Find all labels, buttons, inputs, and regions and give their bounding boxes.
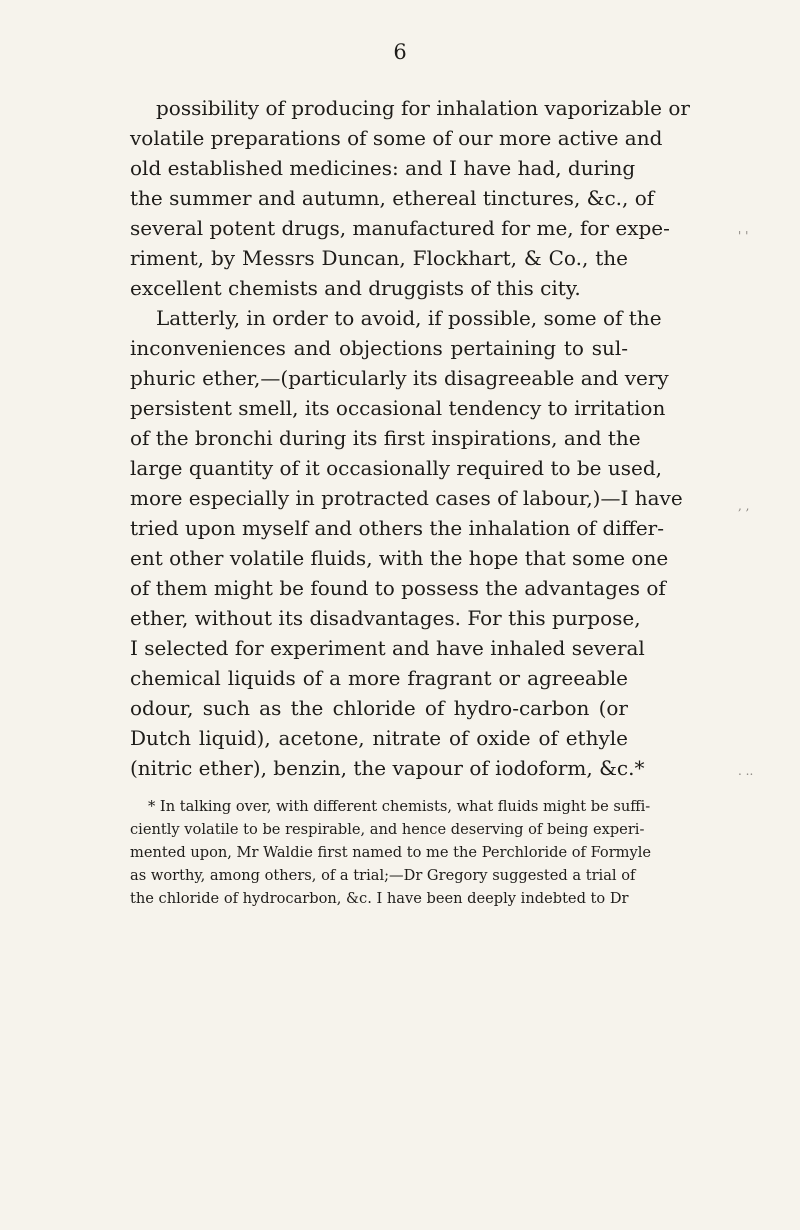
text-line: (nitric ether), benzin, the vapour of iodoform, &c.* bbox=[130, 756, 645, 780]
footnote-line: the chloride of hydrocarbon, &c. I have been deeply indebted to Dr bbox=[130, 890, 629, 907]
text-line: the summer and autumn, ethereal tinctures, &c., of bbox=[130, 186, 655, 210]
text-line: I selected for experiment and have inhaled several bbox=[130, 636, 645, 660]
text-line: excellent chemists and druggists of this city. bbox=[130, 276, 581, 300]
page-number: 6 bbox=[393, 40, 407, 64]
text-line: Latterly, in order to avoid, if possible, some of the bbox=[156, 306, 662, 330]
text-line: of them might be found to possess the advantages of bbox=[130, 576, 666, 600]
margin-speck-mark: ' ' bbox=[738, 229, 749, 243]
text-line: volatile preparations of some of our more active and bbox=[130, 126, 663, 150]
text-line: phuric ether,—(particularly its disagreeable and very bbox=[130, 366, 669, 390]
text-line: odour, such as the chloride of hydro-carbon (or bbox=[130, 696, 628, 720]
text-line: several potent drugs, manufactured for me, for expe- bbox=[130, 216, 670, 240]
footnote-line: mented upon, Mr Waldie first named to me the Perchloride of Formyle bbox=[130, 844, 652, 861]
text-line: Dutch liquid), acetone, nitrate of oxide of ethyle bbox=[130, 726, 628, 750]
margin-speck-mark: . .. bbox=[738, 764, 754, 778]
text-line: chemical liquids of a more fragrant or agreeable bbox=[130, 666, 628, 690]
text-line: possibility of producing for inhalation vaporizable or bbox=[156, 96, 690, 120]
footnote-line: as worthy, among others, of a trial;—Dr Gregory suggested a trial of bbox=[130, 867, 636, 884]
text-line: large quantity of it occasionally required to be used, bbox=[130, 456, 663, 480]
text-line: persistent smell, its occasional tendency to irritation bbox=[130, 396, 666, 420]
text-line: of the bronchi during its first inspirations, and the bbox=[130, 426, 641, 450]
footnote-line: * In talking over, with different chemists, what fluids might be suffi- bbox=[148, 798, 651, 815]
text-line: ether, without its disadvantages. For this purpose, bbox=[130, 606, 641, 630]
text-line: more especially in protracted cases of labour,)—I have bbox=[130, 486, 683, 510]
text-line: old established medicines: and I have had, during bbox=[130, 156, 636, 180]
text-line: tried upon myself and others the inhalation of differ- bbox=[130, 516, 665, 540]
text-line: ent other volatile fluids, with the hope that some one bbox=[130, 546, 669, 570]
text-line: riment, by Messrs Duncan, Flockhart, & Co., the bbox=[130, 246, 628, 270]
text-line: inconveniences and objections pertaining to sul- bbox=[130, 336, 628, 360]
footnote-line: ciently volatile to be respirable, and hence deserving of being experi- bbox=[130, 821, 645, 838]
margin-speck-mark: , , bbox=[738, 499, 750, 513]
